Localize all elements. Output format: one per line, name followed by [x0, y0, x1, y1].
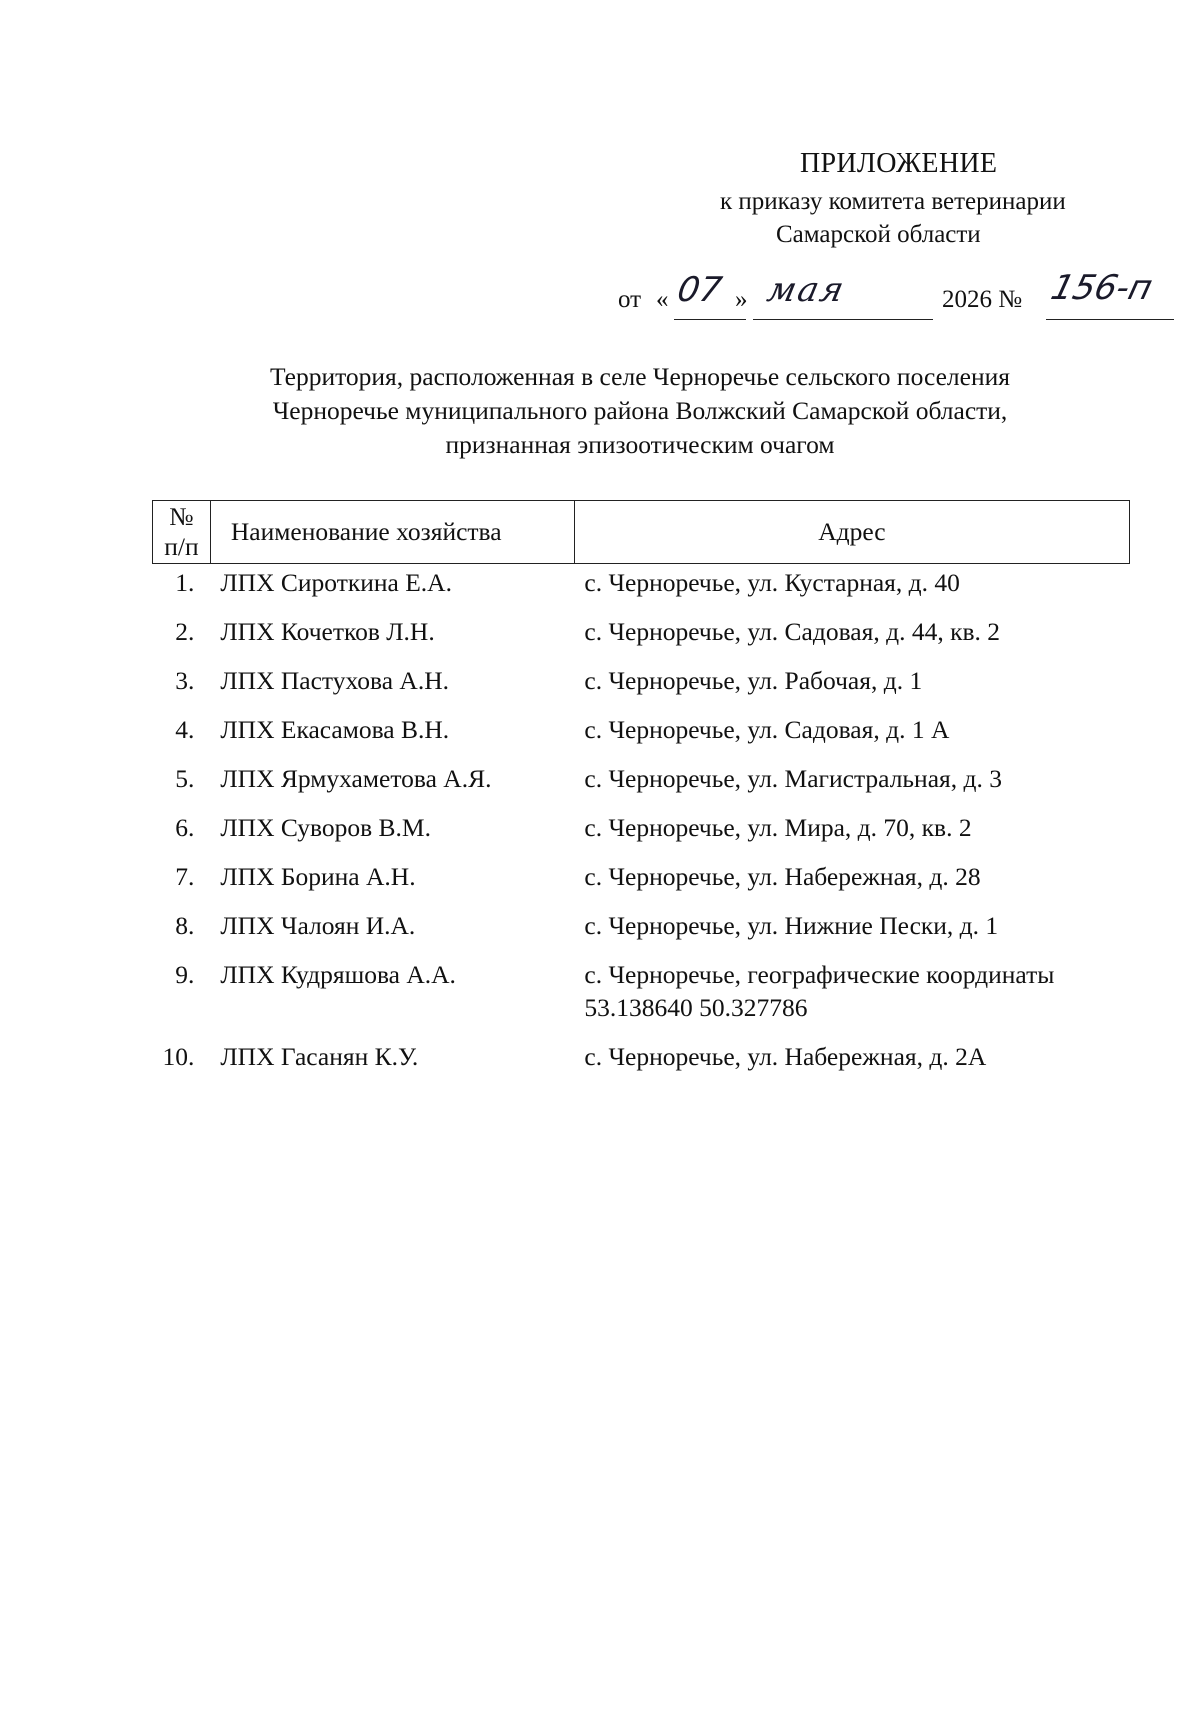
- row-address: с. Черноречье, ул. Рабочая, д. 1: [584, 666, 923, 695]
- header-number: [153, 501, 211, 564]
- order-date-number-line: [618, 268, 1178, 326]
- row-number: 4.: [175, 715, 195, 744]
- farms-table: [152, 500, 1130, 1087]
- row-address: с. Черноречье, ул. Садовая, д. 1 А: [584, 715, 950, 744]
- title-line: Территория, расположенная в селе Черноречье сельского поселения: [270, 362, 1010, 391]
- table-row: [153, 760, 1130, 809]
- row-name: ЛПХ Екасамова В.Н.: [220, 715, 450, 744]
- appendix-title: ПРИЛОЖЕНИЕ: [800, 148, 998, 179]
- row-number: 3.: [175, 666, 195, 695]
- order-quote-open: «: [656, 286, 669, 313]
- row-number: 5.: [175, 764, 195, 793]
- header-number-sign: №: [169, 502, 194, 531]
- header-number-pp: п/п: [164, 532, 199, 561]
- row-number: 2.: [175, 617, 195, 646]
- order-day-underline: [674, 319, 746, 320]
- row-number: 6.: [175, 813, 195, 842]
- header-address: Адрес: [574, 501, 1129, 564]
- row-address: с. Черноречье, ул. Садовая, д. 44, кв. 2: [584, 617, 1000, 646]
- order-number-underline: [1046, 319, 1174, 320]
- order-day-handwritten: 07: [674, 270, 725, 310]
- order-year-number-label: 2026 №: [942, 286, 1023, 313]
- row-address: с. Черноречье, ул. Кустарная, д. 40: [584, 568, 960, 597]
- row-name: ЛПХ Чалоян И.А.: [220, 911, 416, 940]
- order-number-handwritten: 156-п: [1047, 268, 1157, 308]
- row-address-coordinates: 53.138640 50.327786: [584, 993, 808, 1022]
- row-name: ЛПХ Борина А.Н.: [220, 862, 416, 891]
- table-row: [153, 613, 1130, 662]
- order-month-underline: [753, 319, 933, 320]
- table-row: [153, 956, 1130, 1038]
- table-row: [153, 858, 1130, 907]
- row-address: с. Черноречье, ул. Магистральная, д. 3: [584, 764, 1002, 793]
- table-row: [153, 564, 1130, 614]
- row-number: 10.: [162, 1042, 195, 1071]
- order-month-handwritten: мая: [763, 270, 850, 310]
- table-row: [153, 1038, 1130, 1087]
- table-row: [153, 809, 1130, 858]
- row-address-line1: с. Черноречье, географические координаты: [584, 960, 1055, 989]
- row-name: ЛПХ Пастухова А.Н.: [220, 666, 449, 695]
- appendix-order-ref: к приказу комитета ветеринарии: [720, 188, 1066, 215]
- title-line: признанная эпизоотическим очагом: [445, 430, 835, 459]
- row-name: ЛПХ Суворов В.М.: [220, 813, 431, 842]
- row-address: с. Черноречье, ул. Набережная, д. 28: [584, 862, 981, 891]
- row-name: ЛПХ Ярмухаметова А.Я.: [220, 764, 492, 793]
- table-header-row: [153, 501, 1130, 564]
- row-address: с. Черноречье, ул. Набережная, д. 2А: [584, 1042, 987, 1071]
- header-name: Наименование хозяйства: [210, 501, 574, 564]
- table-row: [153, 907, 1130, 956]
- row-address: с. Черноречье, ул. Нижние Пески, д. 1: [584, 911, 999, 940]
- title-line: Черноречье муниципального района Волжский Самарской области,: [272, 396, 1008, 425]
- order-from-label: от: [618, 286, 642, 313]
- table-row: [153, 711, 1130, 760]
- row-name: ЛПХ Кочетков Л.Н.: [220, 617, 435, 646]
- row-number: 8.: [175, 911, 195, 940]
- row-address: [574, 956, 1129, 1038]
- row-address: с. Черноречье, ул. Мира, д. 70, кв. 2: [584, 813, 972, 842]
- row-name: ЛПХ Гасанян К.У.: [220, 1042, 419, 1071]
- row-name: ЛПХ Сироткина Е.А.: [220, 568, 452, 597]
- row-number: 1.: [175, 568, 195, 597]
- row-number: 9.: [175, 960, 195, 989]
- row-number: 7.: [175, 862, 195, 891]
- order-quote-close: »: [735, 286, 748, 313]
- row-name: ЛПХ Кудряшова А.А.: [220, 960, 456, 989]
- appendix-region: Самарской области: [776, 221, 981, 248]
- table-row: [153, 662, 1130, 711]
- document-title: [150, 360, 1130, 462]
